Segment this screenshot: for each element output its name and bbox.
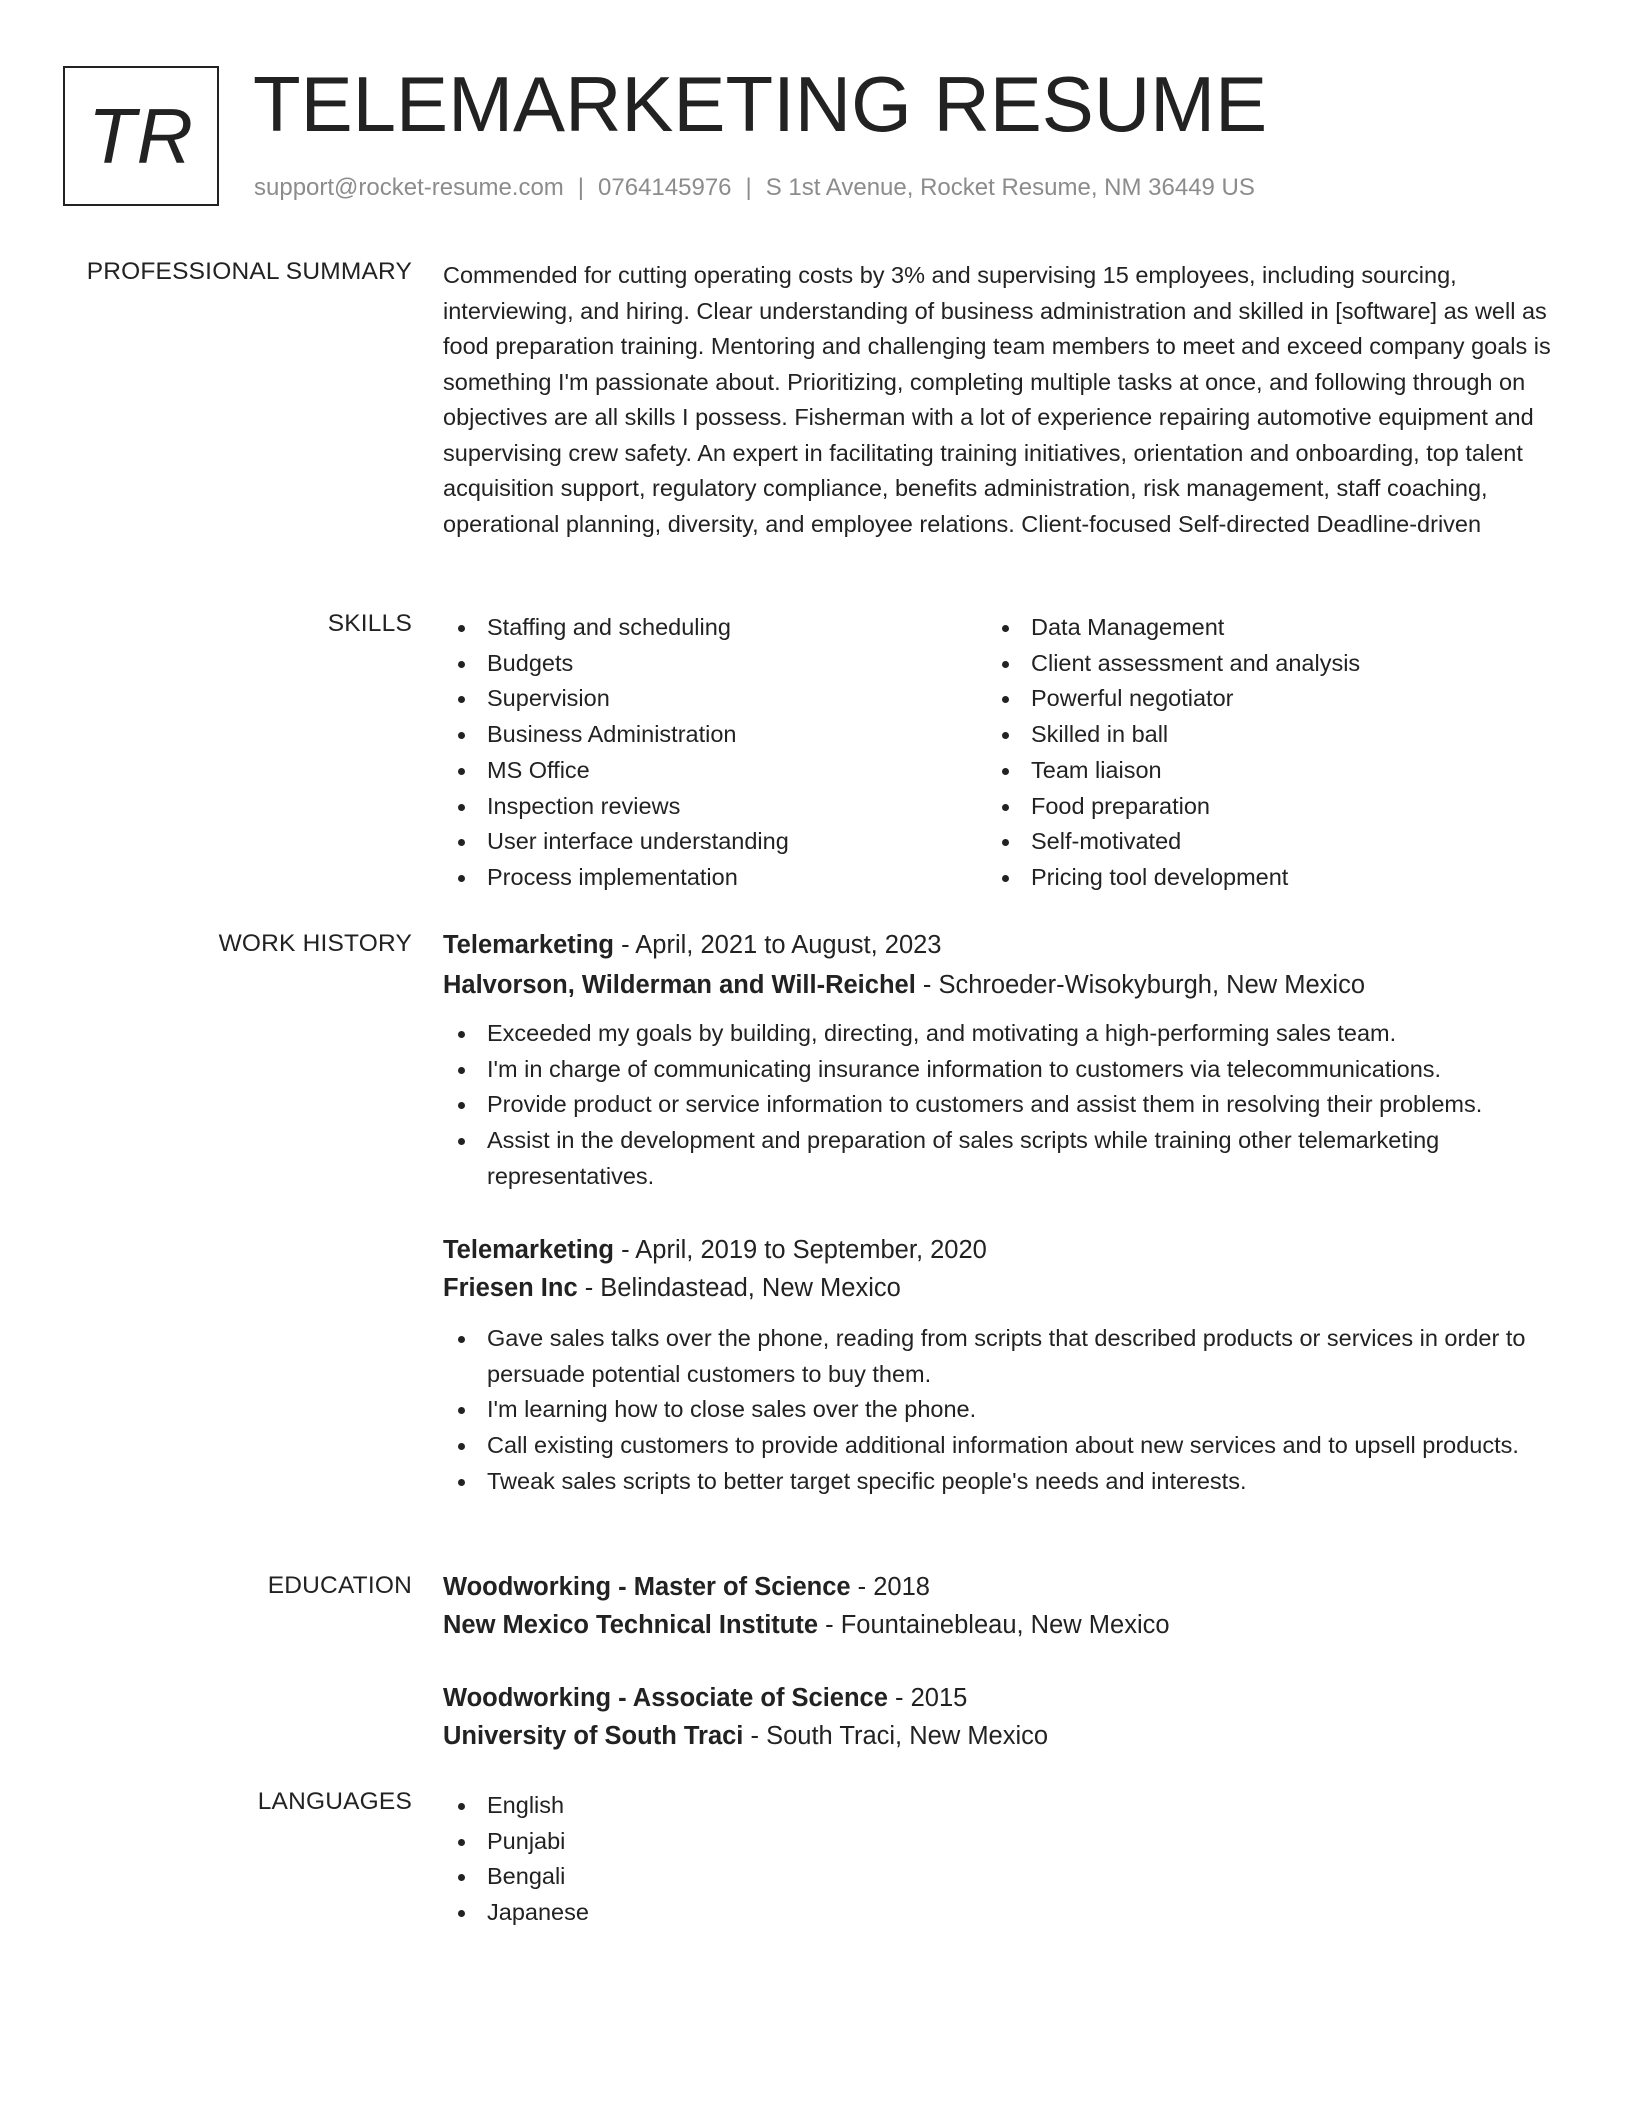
degree: Woodworking - Associate of Science [443,1684,888,1712]
skill-item: Supervision [443,681,789,717]
degree-year: - 2018 [850,1573,930,1601]
job-dates: - April, 2021 to August, 2023 [614,931,942,959]
school-location: - Fountainebleau, New Mexico [818,1611,1170,1639]
degree: Woodworking - Master of Science [443,1573,851,1601]
skill-item: Process implementation [443,860,789,896]
job-duty: Assist in the development and preparation of sales scripts while training other telemarketing representatives. [443,1123,1573,1194]
school: University of South Traci [443,1722,744,1750]
skill-item: Inspection reviews [443,789,789,825]
school-location: - South Traci, New Mexico [743,1722,1049,1750]
education-entry [443,1679,1048,1755]
school-line [443,1606,1170,1644]
contact-phone: 0764145976 [598,174,732,201]
job-dates: - April, 2019 to September, 2020 [614,1236,987,1264]
contact-separator: | [745,174,752,201]
skill-item: Budgets [443,646,789,682]
contact-address: S 1st Avenue, Rocket Resume, NM 36449 US [765,174,1255,201]
resume-title: TELEMARKETING RESUME [253,60,1268,148]
work-history-heading: WORK HISTORY [218,930,412,957]
job-entry [443,1231,1573,1500]
job-company-line [443,1269,1573,1307]
job-location: - Belindastead, New Mexico [577,1274,901,1302]
skill-item: Powerful negotiator [987,681,1360,717]
languages-list [443,1788,589,1931]
monogram-box [63,66,219,206]
language-item: Japanese [443,1895,589,1931]
skill-item: Team liaison [987,753,1360,789]
job-duty: Call existing customers to provide additional information about new services and to upsell products. [443,1428,1573,1464]
job-duties [443,1321,1573,1500]
job-duty: Gave sales talks over the phone, reading from scripts that described products or services in order to persuade potential customers to buy them. [443,1321,1573,1392]
skill-item: Staffing and scheduling [443,610,789,646]
skills-heading: SKILLS [327,610,412,637]
skill-item: Pricing tool development [987,860,1360,896]
languages-heading: LANGUAGES [257,1788,412,1815]
resume-header [63,60,1563,214]
contact-separator: | [577,174,585,201]
summary-text: Commended for cutting operating costs by 3% and supervising 15 employees, including sourcing, interviewing, and hiring. Clear understanding of business administration and skilled in [software] as well as food preparation training. Mentoring and challenging team members to meet and exceed company goals is something I'm passionate about. Prioritizing, completing multiple tasks at once, and following through on objectives are all skills I possess. Fisherman with a lot of experience repairing automotive equipment and supervising crew safety. An expert in facilitating training initiatives, orientation and onboarding, top talent acquisition support, regulatory compliance, benefits administration, risk management, staff coaching, operational planning, diversity, and employee relations. Client-focused Self-directed Deadline-driven [443,262,1551,537]
skill-item: MS Office [443,753,789,789]
summary-heading: PROFESSIONAL SUMMARY [86,258,412,285]
monogram-initials: TR [88,91,194,180]
skill-item: Self-motivated [987,824,1360,860]
job-title: Telemarketing [443,931,615,959]
skill-item: Business Administration [443,717,789,753]
job-title-line [443,1231,1573,1269]
job-duty: I'm learning how to close sales over the phone. [443,1392,1573,1428]
skill-item: Skilled in ball [987,717,1360,753]
school: New Mexico Technical Institute [443,1611,819,1639]
job-location: - Schroeder-Wisokyburgh, New Mexico [915,971,1366,999]
job-title-line [443,926,1573,964]
skills-list-left [443,610,789,896]
skill-item: Data Management [987,610,1360,646]
contact-email: support@rocket-resume.com [254,174,564,201]
job-duty: Exceeded my goals by building, directing, and motivating a high-performing sales team. [443,1016,1573,1052]
degree-line [443,1568,1170,1606]
job-title: Telemarketing [443,1236,615,1264]
language-item: Punjabi [443,1824,589,1860]
skills-list-right [987,610,1360,896]
education-heading: EDUCATION [267,1572,412,1599]
job-duty: I'm in charge of communicating insurance information to customers via telecommunications. [443,1052,1573,1088]
degree-line [443,1679,1048,1717]
job-duty: Tweak sales scripts to better target specific people's needs and interests. [443,1464,1573,1500]
job-company-line [443,966,1573,1004]
language-item: Bengali [443,1859,589,1895]
language-item: English [443,1788,589,1824]
job-entry [443,926,1573,1195]
job-duties [443,1016,1573,1195]
job-company: Friesen Inc [443,1274,578,1302]
skill-item: Client assessment and analysis [987,646,1360,682]
skill-item: Food preparation [987,789,1360,825]
skill-item: User interface understanding [443,824,789,860]
job-duty: Provide product or service information to customers and assist them in resolving their problems. [443,1087,1573,1123]
education-entry [443,1568,1170,1644]
school-line [443,1717,1048,1755]
degree-year: - 2015 [887,1684,968,1712]
contact-line [254,174,1255,202]
job-company: Halvorson, Wilderman and Will-Reichel [443,971,916,999]
